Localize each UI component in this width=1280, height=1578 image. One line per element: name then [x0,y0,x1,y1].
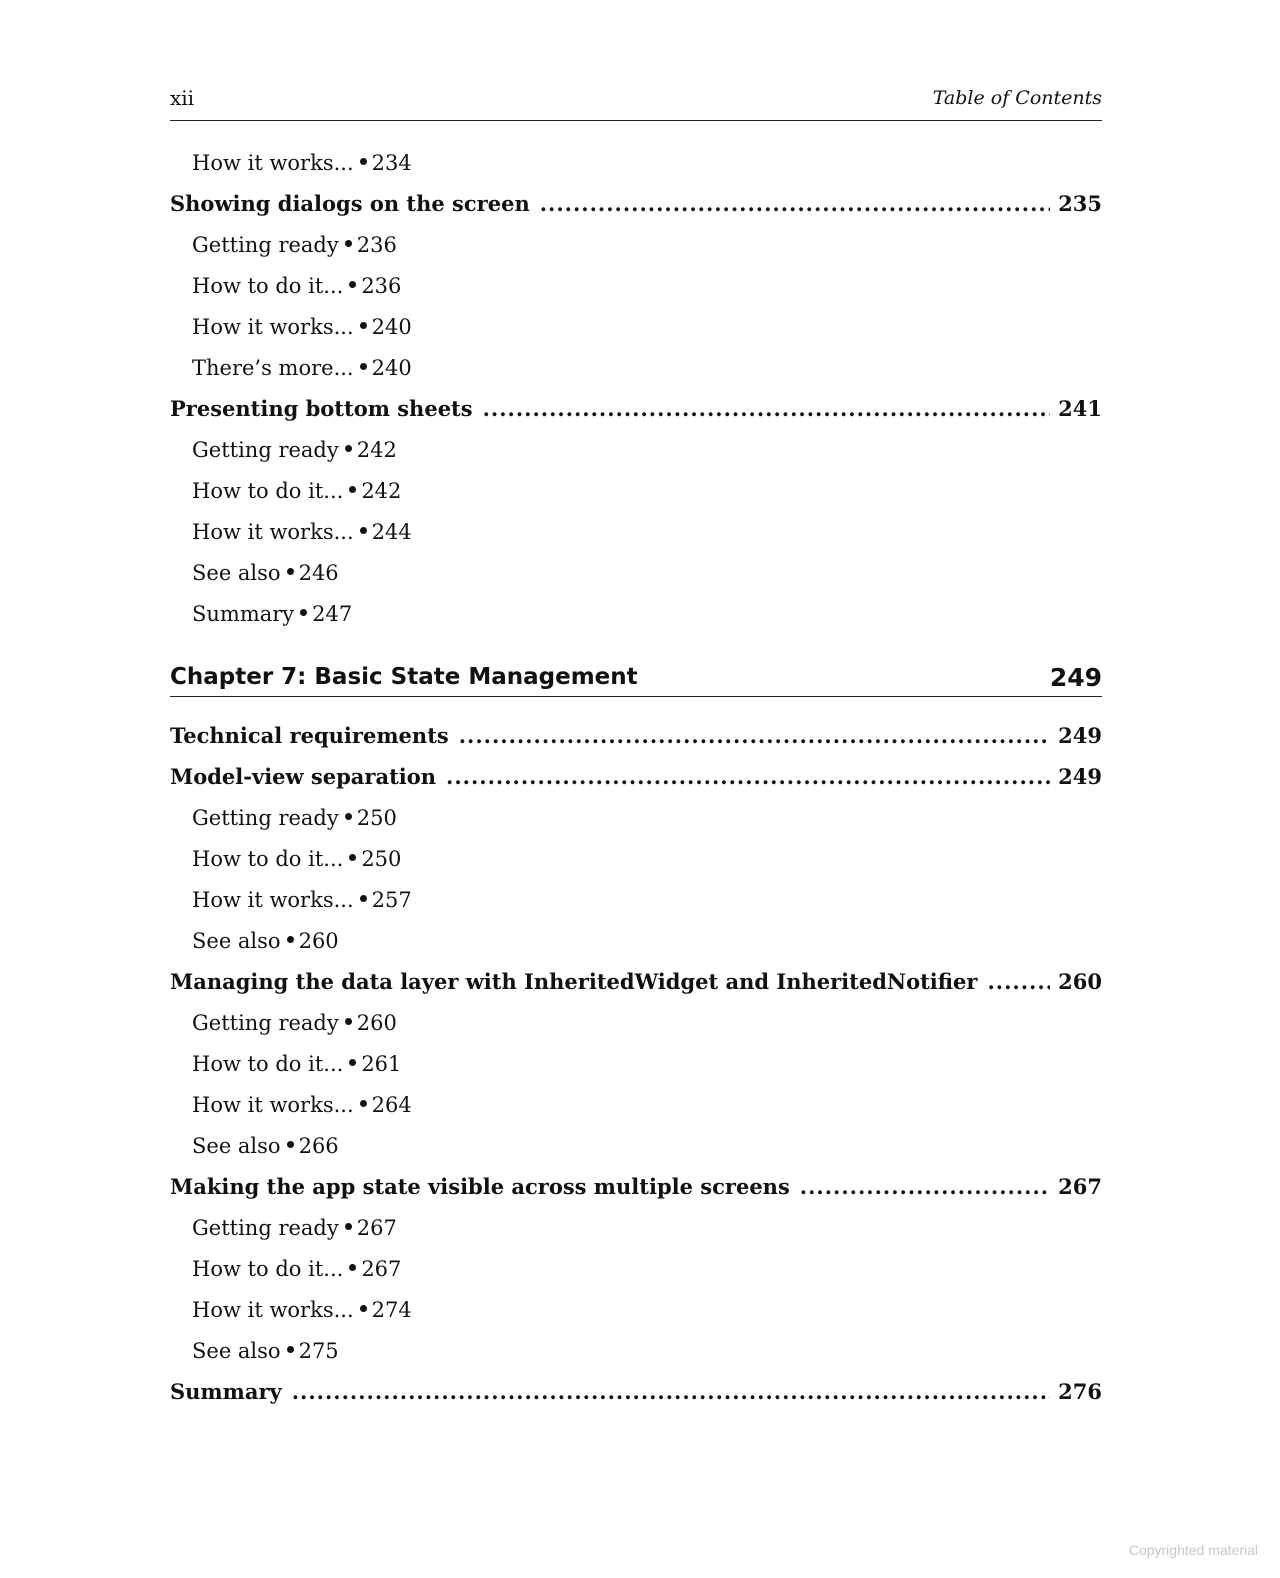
toc-subsection-entry[interactable] [170,1043,1102,1084]
toc-subsection-entry[interactable] [170,1289,1102,1330]
toc-entry-page: 266 [298,1133,339,1158]
dot-leader [459,723,1050,748]
toc-subsection-entry[interactable] [170,1125,1102,1166]
toc-subsection-entry[interactable] [170,470,1102,511]
toc-section-entry[interactable] [170,1166,1102,1207]
toc-entry-label: Showing dialogs on the screen [170,191,530,216]
toc-entry-label: How it works... [192,150,354,175]
toc-subsection-entry[interactable] [170,1207,1102,1248]
bullet-separator-icon [360,895,367,902]
toc-subsection-entry[interactable] [170,265,1102,306]
toc-entry-label: How it works... [192,1092,354,1117]
toc-entry-page: 276 [1058,1379,1102,1404]
bullet-separator-icon [345,813,352,820]
toc-entry-page: 242 [361,478,402,503]
toc-entry-label: How it works... [192,519,354,544]
page-number: xii [170,86,195,110]
toc-entry-label: How to do it... [192,1051,344,1076]
toc-entry-page: 264 [371,1092,412,1117]
toc-entry-page: 236 [361,273,402,298]
toc-entry-page: 274 [371,1297,412,1322]
bullet-separator-icon [360,1305,367,1312]
bullet-separator-icon [345,1018,352,1025]
bullet-separator-icon [360,158,367,165]
toc-list-top [170,142,1102,634]
toc-subsection-entry[interactable] [170,1084,1102,1125]
toc-entry-label: Managing the data layer with InheritedWidget and InheritedNotifier [170,969,978,994]
toc-subsection-entry[interactable] [170,838,1102,879]
bullet-separator-icon [349,281,356,288]
toc-entry-label: Getting ready [192,232,339,257]
toc-subsection-entry[interactable] [170,1248,1102,1289]
bullet-separator-icon [360,363,367,370]
bullet-separator-icon [287,936,294,943]
toc-entry-label: How to do it... [192,478,344,503]
toc-section-entry[interactable] [170,756,1102,797]
bullet-separator-icon [345,1223,352,1230]
toc-entry-label: How it works... [192,1297,354,1322]
chapter-title: Chapter 7: Basic State Management [170,664,638,690]
toc-subsection-entry[interactable] [170,879,1102,920]
bullet-separator-icon [345,445,352,452]
copyright-watermark: Copyrighted material [1128,1542,1258,1558]
toc-subsection-entry[interactable] [170,142,1102,183]
toc-entry-label: How it works... [192,887,354,912]
toc-entry-label: There’s more... [192,355,354,380]
dot-leader [446,764,1050,789]
toc-subsection-entry[interactable] [170,1002,1102,1043]
toc-entry-page: 247 [312,601,353,626]
toc-section-entry[interactable] [170,183,1102,224]
toc-subsection-entry[interactable] [170,306,1102,347]
toc-list-chapter [170,715,1102,1412]
toc-entry-page: 236 [356,232,397,257]
toc-entry-page: 261 [361,1051,402,1076]
bullet-separator-icon [287,568,294,575]
toc-section-entry[interactable] [170,715,1102,756]
toc-entry-label: Getting ready [192,805,339,830]
toc-subsection-entry[interactable] [170,552,1102,593]
toc-entry-label: How to do it... [192,1256,344,1281]
toc-entry-label: See also [192,560,281,585]
bullet-separator-icon [360,1100,367,1107]
toc-entry-label: Getting ready [192,1215,339,1240]
toc-entry-label: Model-view separation [170,764,437,789]
toc-entry-label: How it works... [192,314,354,339]
toc-entry-label: Technical requirements [170,723,449,748]
toc-entry-page: 240 [371,314,412,339]
bullet-separator-icon [349,1059,356,1066]
dot-leader [800,1174,1050,1199]
toc-entry-label: See also [192,1133,281,1158]
toc-entry-label: How to do it... [192,273,344,298]
toc-entry-label: How to do it... [192,846,344,871]
dot-leader [483,396,1051,421]
toc-subsection-entry[interactable] [170,1330,1102,1371]
toc-subsection-entry[interactable] [170,347,1102,388]
chapter-page-number: 249 [1049,662,1102,692]
toc-entry-page: 240 [371,355,412,380]
toc-section-entry[interactable] [170,388,1102,429]
toc-section-entry[interactable] [170,1371,1102,1412]
toc-entry-label: Summary [170,1379,282,1404]
bullet-separator-icon [349,1264,356,1271]
toc-entry-page: 234 [371,150,412,175]
toc-entry-label: Summary [192,601,295,626]
toc-entry-page: 260 [1058,969,1102,994]
toc-subsection-entry[interactable] [170,920,1102,961]
toc-entry-page: 260 [298,928,339,953]
toc-subsection-entry[interactable] [170,593,1102,634]
bullet-separator-icon [349,854,356,861]
bullet-separator-icon [345,240,352,247]
dot-leader [540,191,1050,216]
bullet-separator-icon [360,527,367,534]
toc-entry-page: 250 [361,846,402,871]
toc-entry-page: 250 [356,805,397,830]
toc-entry-label: See also [192,928,281,953]
toc-entry-page: 249 [1058,764,1102,789]
running-title: Table of Contents [932,87,1102,109]
toc-entry-page: 257 [371,887,412,912]
toc-subsection-entry[interactable] [170,511,1102,552]
toc-subsection-entry[interactable] [170,224,1102,265]
toc-entry-page: 241 [1058,396,1102,421]
toc-entry-label: Presenting bottom sheets [170,396,473,421]
page-header [170,84,1102,121]
toc-entry-label: Getting ready [192,437,339,462]
toc-entry-label: See also [192,1338,281,1363]
toc-entry-page: 267 [356,1215,397,1240]
toc-entry-label: Getting ready [192,1010,339,1035]
bullet-separator-icon [287,1141,294,1148]
toc-entry-label: Making the app state visible across multiple screens [170,1174,790,1199]
toc-entry-page: 275 [298,1338,339,1363]
bullet-separator-icon [300,609,307,616]
toc-entry-page: 246 [298,560,339,585]
toc-subsection-entry[interactable] [170,429,1102,470]
bullet-separator-icon [360,322,367,329]
toc-entry-page: 235 [1058,191,1102,216]
toc-entry-page: 249 [1058,723,1102,748]
toc-entry-page: 267 [1058,1174,1102,1199]
toc-section-entry[interactable] [170,961,1102,1002]
dot-leader [987,969,1050,994]
bullet-separator-icon [287,1346,294,1353]
dot-leader [292,1379,1050,1404]
bullet-separator-icon [349,486,356,493]
toc-subsection-entry[interactable] [170,797,1102,838]
toc-entry-page: 260 [356,1010,397,1035]
chapter-heading [170,658,1102,697]
toc-entry-page: 242 [356,437,397,462]
toc-entry-page: 244 [371,519,412,544]
toc-entry-page: 267 [361,1256,402,1281]
